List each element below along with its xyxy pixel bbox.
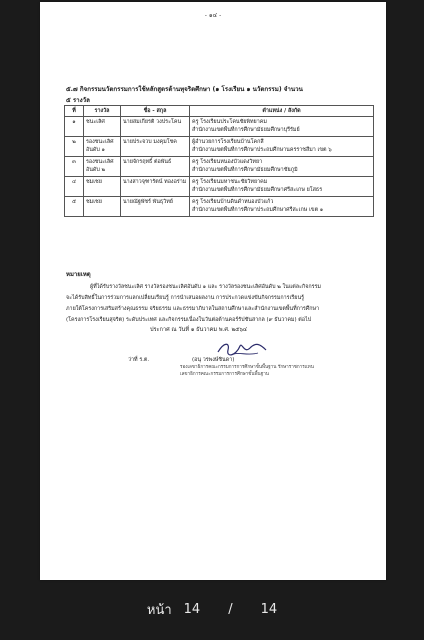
row-no: ๕ bbox=[65, 197, 84, 217]
row-award bbox=[84, 177, 121, 197]
office-line: สำนักงานเขตพื้นที่การศึกษาประถมศึกษาศรีสะเกษ เขต ๑ bbox=[192, 207, 324, 213]
note-line: ผู้ที่ได้รับรางวัลชนะเลิศ รางวัลรองชนะเลิศอันดับ ๑ และ รางวัลรองชนะเลิศอันดับ ๒ ในแต่ละกิจกรรม bbox=[90, 284, 321, 290]
position-line: ผู้อำนวยการโรงเรียนบ้านโคกสี bbox=[192, 139, 264, 145]
table-row bbox=[65, 197, 374, 217]
announcement-date: ประกาศ ณ วันที่ ๑ ธันวาคม พ.ศ. ๒๕๖๔ bbox=[150, 327, 248, 333]
award-line: ชมเชย bbox=[86, 179, 102, 185]
table-row bbox=[65, 177, 374, 197]
row-no: ๑ bbox=[65, 117, 84, 137]
row-name: นายสมเกียรติ วงประโคน bbox=[121, 117, 190, 137]
row-position bbox=[190, 197, 374, 217]
position-line: ครู โรงเรียนบ้านดินดำหนองบัวแก้ว bbox=[192, 199, 274, 205]
award-line: ชนะเลิศ bbox=[86, 119, 105, 125]
note-line: ภายใต้โครงการเสริมสร้างคุณธรรม จริยธรรม และธรรมาภิบาลในสถานศึกษาและสำนักงานเขตพื้นที่การศึกษา bbox=[66, 306, 320, 312]
award-rank: อันดับ ๒ bbox=[86, 167, 106, 173]
document-page bbox=[40, 2, 386, 580]
row-position bbox=[190, 177, 374, 197]
row-no: ๒ bbox=[65, 137, 84, 157]
row-award bbox=[84, 137, 121, 157]
header-no: ที่ bbox=[65, 106, 84, 117]
row-no: ๓ bbox=[65, 157, 84, 177]
row-award bbox=[84, 197, 121, 217]
office-line: สำนักงานเขตพื้นที่การศึกษามัธยมศึกษาชัยภูมิ bbox=[192, 167, 298, 173]
office-line: สำนักงานเขตพื้นที่การศึกษาประถมศึกษานครราชสีมา เขต ๖ bbox=[192, 147, 332, 153]
award-line: รองชนะเลิศ bbox=[86, 159, 114, 165]
signer-position-2: เลขาธิการคณะกรรมการการศึกษาขั้นพื้นฐาน bbox=[180, 372, 269, 377]
office-line: สำนักงานเขตพื้นที่การศึกษามัธยมศึกษาศรีสะเกษ ยโสธร bbox=[192, 187, 323, 193]
table-header-row bbox=[65, 106, 374, 117]
table-row bbox=[65, 157, 374, 177]
award-rank: อันดับ ๑ bbox=[86, 147, 105, 153]
page-indicator bbox=[0, 596, 424, 622]
page-number-top: - ๑๔ - bbox=[204, 12, 222, 19]
header-name: ชื่อ - สกุล bbox=[121, 106, 190, 117]
header-award: รางวัล bbox=[84, 106, 121, 117]
section-subheading: ๕ รางวัล bbox=[66, 97, 90, 104]
row-position bbox=[190, 157, 374, 177]
award-line: ชมเชย bbox=[86, 199, 102, 205]
note-title: หมายเหตุ bbox=[66, 271, 91, 278]
table-row bbox=[65, 117, 374, 137]
total-pages: 14 bbox=[260, 601, 278, 617]
row-position bbox=[190, 137, 374, 157]
row-award bbox=[84, 117, 121, 137]
row-position bbox=[190, 117, 374, 137]
award-line: รองชนะเลิศ bbox=[86, 139, 114, 145]
signer-prefix: ว่าที่ ร.ต. bbox=[128, 357, 150, 363]
position-line: ครู โรงเรียนมหาชนะชัยวิทยาคม bbox=[192, 179, 268, 185]
award-table bbox=[64, 105, 374, 217]
row-no: ๔ bbox=[65, 177, 84, 197]
signer-position: รองเลขาธิการคณะกรรมการการศึกษาขั้นพื้นฐาน รักษาราชการแทน bbox=[180, 365, 314, 370]
page-separator: / bbox=[228, 601, 233, 617]
table-row bbox=[65, 137, 374, 157]
note-line: จะได้รับสิทธิ์ในการร่วมการแลกเปลี่ยนเรียนรู้ การนำเสนอผลงาน การประกวดแข่งขันกิจกรรมการเรียนรู้ bbox=[66, 295, 305, 301]
row-name: นายณัฐพัชร์ พันธุวิทย์ bbox=[121, 197, 190, 217]
signer-name: (อนุ วรพงษ์ชินดา) bbox=[192, 357, 235, 363]
row-name: นายจักรฤทธิ์ ต่อพันธ์ bbox=[121, 157, 190, 177]
page-label: หน้า bbox=[146, 602, 172, 618]
section-heading: ๕.๗ กิจกรรมนวัตกรรมการใช้หลักสูตรต้านทุจริตศึกษา (๑ โรงเรียน ๑ นวัตกรรม) จำนวน bbox=[66, 86, 303, 93]
row-name: นางสาวจุฑารัตน์ ทองอร่าม bbox=[121, 177, 190, 197]
note-line: (โครงการโรงเรียนสุจริต) ระดับประเทศ และกิจกรรมเนื่องในวันต่อต้านคอร์รัปชันสากล (๙ ธันวาคม) ต่อไป bbox=[66, 317, 312, 323]
office-line: สำนักงานเขตพื้นที่การศึกษามัธยมศึกษาบุรีรัมย์ bbox=[192, 127, 300, 133]
current-page[interactable]: 14 bbox=[183, 601, 201, 617]
row-name: นายประจวบ มงคุมโชค bbox=[121, 137, 190, 157]
row-award bbox=[84, 157, 121, 177]
signature-block bbox=[128, 356, 314, 378]
header-position: ตำแหน่ง / สังกัด bbox=[190, 106, 374, 117]
position-line: ครู โรงเรียนหนองบัวแดงวิทยา bbox=[192, 159, 263, 165]
note-body bbox=[66, 282, 374, 326]
position-line: ครู โรงเรียนประโคนชัยพิทยาคม bbox=[192, 119, 267, 125]
